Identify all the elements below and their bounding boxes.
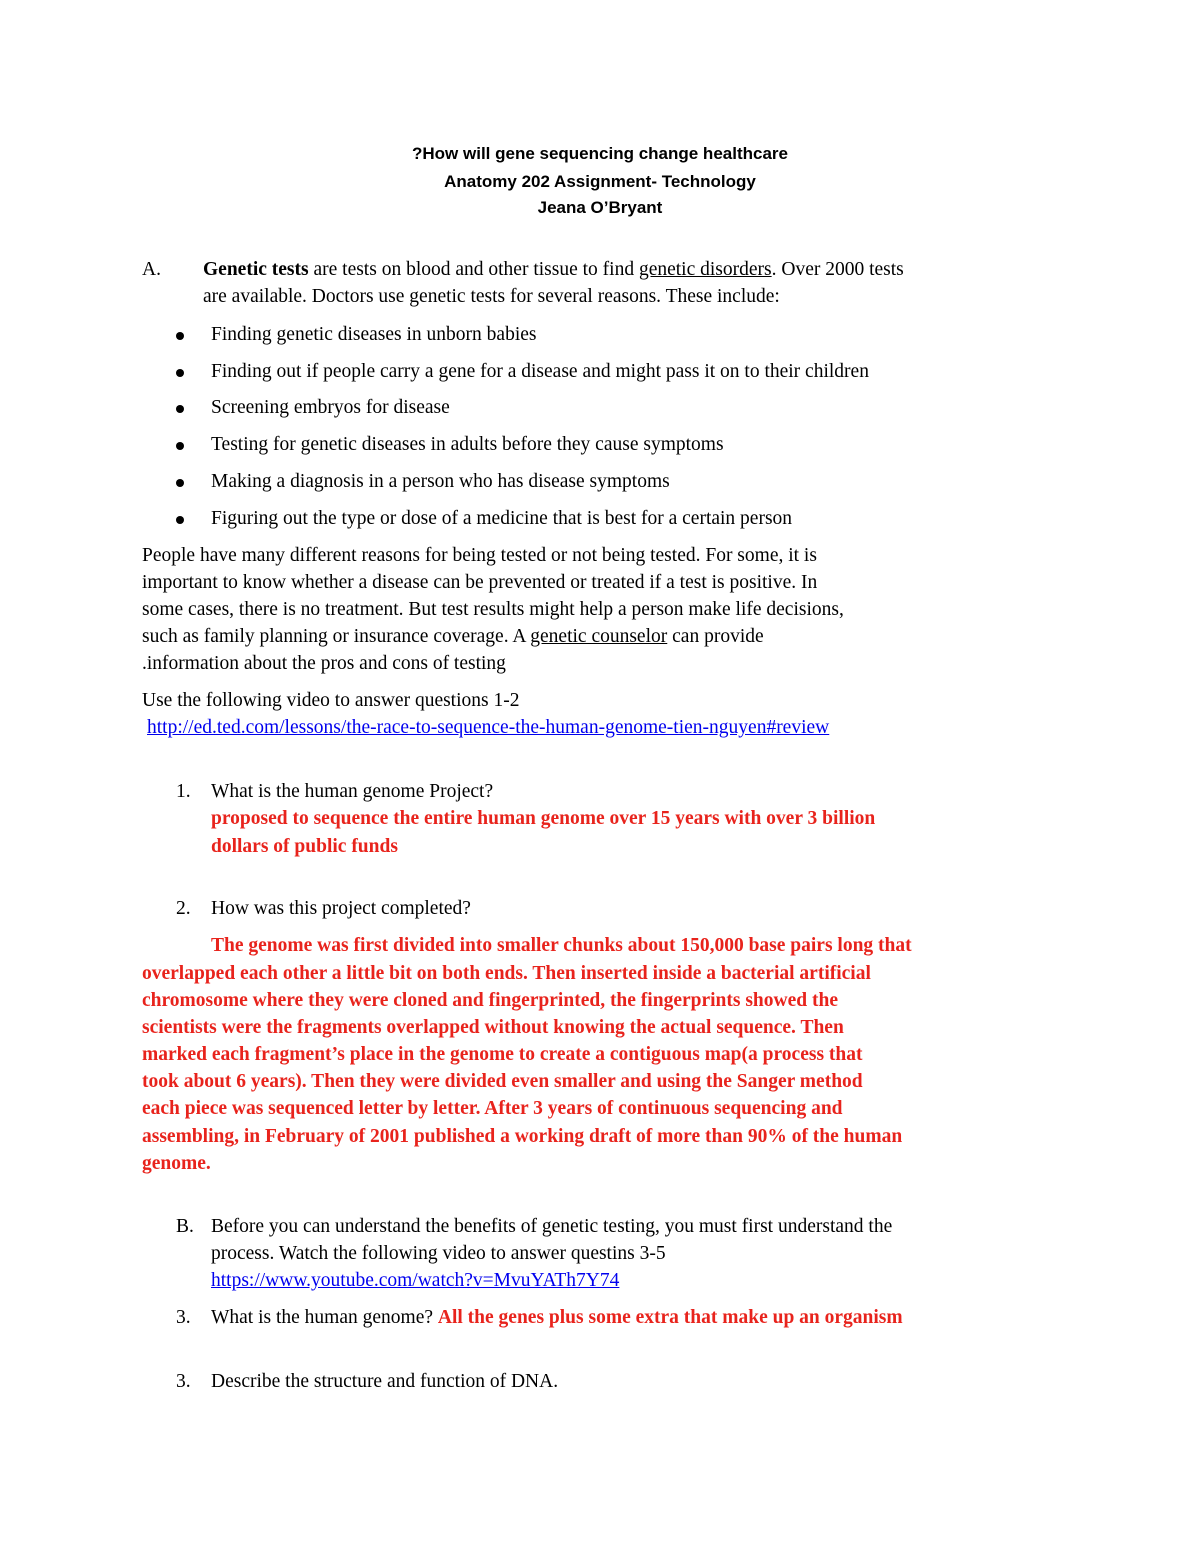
question-text: What is the human genome Project? [211,781,494,802]
video-intro: Use the following video to answer questions 1-2 [142,690,520,711]
paragraph-line: important to know whether a disease can be prevented or treated if a test is positive. In [142,572,818,593]
paragraph-line: People have many different reasons for being tested or not being tested. For some, it is [142,545,817,566]
section-a-text2: . Over 2000 tests [771,259,904,280]
answer-text: All the genes plus some extra that make up an organism [437,1307,903,1328]
bullet-dot-icon [176,442,184,450]
bullet-dot-icon [176,369,184,377]
answer-line: assembling, in February of 2001 published a working draft of more than 90% of the human [142,1126,903,1147]
genetic-counselor-link[interactable]: genetic counselor [530,626,668,647]
question-number: 1. [176,781,191,802]
question-text [211,1306,903,1330]
answer-line: marked each fragment’s place in the genome to create a contiguous map(a process that [142,1044,863,1065]
section-b-line1: Before you can understand the benefits of genetic testing, you must first understand the [211,1216,893,1237]
answer-line: took about 6 years). Then they were divided even smaller and using the Sanger method [142,1071,863,1092]
list-item: Finding out if people carry a gene for a disease and might pass it on to their children [211,361,869,382]
section-a-line2: are available. Doctors use genetic tests for several reasons. These include: [203,286,780,307]
paragraph-text: such as family planning or insurance coverage. A [142,626,531,647]
answer-line: overlapped each other a little bit on both ends. Then inserted inside a bacterial artificial [142,963,871,984]
question-text: How was this project completed? [211,898,471,919]
answer-line: genome. [142,1153,211,1174]
bullet-dot-icon [176,516,184,524]
paragraph-line: .information about the pros and cons of testing [142,653,506,674]
bullet-dot-icon [176,332,184,340]
section-b-marker: B. [176,1216,194,1237]
paragraph-text: can provide [667,626,764,647]
document-author: Jeana O’Bryant [537,198,663,217]
paragraph-line: some cases, there is no treatment. But test results might help a person make life decisions, [142,599,844,620]
list-item: Finding genetic diseases in unborn babies [211,324,537,345]
answer-line: scientists were the fragments overlapped without knowing the actual sequence. Then [142,1017,844,1038]
paragraph-line [142,625,764,649]
list-item: Testing for genetic diseases in adults before they cause symptoms [211,434,724,455]
youtube-video-link[interactable]: https://www.youtube.com/watch?v=MvuYATh7Y74 [211,1270,620,1291]
answer-line: proposed to sequence the entire human genome over 15 years with over 3 billion [211,808,876,829]
answer-line: dollars of public funds [211,836,398,857]
section-a-marker: A. [142,259,161,280]
list-item: Screening embryos for disease [211,397,450,418]
answer-line: The genome was first divided into smaller chunks about 150,000 base pairs long that [211,935,912,956]
question-number: 3. [176,1307,191,1328]
ted-video-link[interactable]: http://ed.ted.com/lessons/the-race-to-sequence-the-human-genome-tien-nguyen#review [147,717,830,738]
bullet-dot-icon [176,479,184,487]
question-prompt: What is the human genome? [211,1307,438,1328]
genetic-disorders-link[interactable]: genetic disorders [638,259,772,280]
question-number: 3. [176,1371,191,1392]
genetic-tests-term: Genetic tests [203,259,309,280]
section-a-text1: are tests on blood and other tissue to find [308,259,639,280]
section-a-line1 [203,258,904,282]
list-item: Figuring out the type or dose of a medicine that is best for a certain person [211,508,793,529]
list-item: Making a diagnosis in a person who has disease symptoms [211,471,670,492]
answer-line: chromosome where they were cloned and fingerprinted, the fingerprints showed the [142,990,838,1011]
bullet-dot-icon [176,405,184,413]
question-number: 2. [176,898,191,919]
section-b-line2: process. Watch the following video to answer questins 3-5 [211,1243,666,1264]
document-course: Anatomy 202 Assignment- Technology [444,172,756,191]
question-text: Describe the structure and function of DNA. [211,1371,559,1392]
document-title: ?How will gene sequencing change healthcare [412,144,788,163]
answer-line: each piece was sequenced letter by letter. After 3 years of continuous sequencing and [142,1098,843,1119]
